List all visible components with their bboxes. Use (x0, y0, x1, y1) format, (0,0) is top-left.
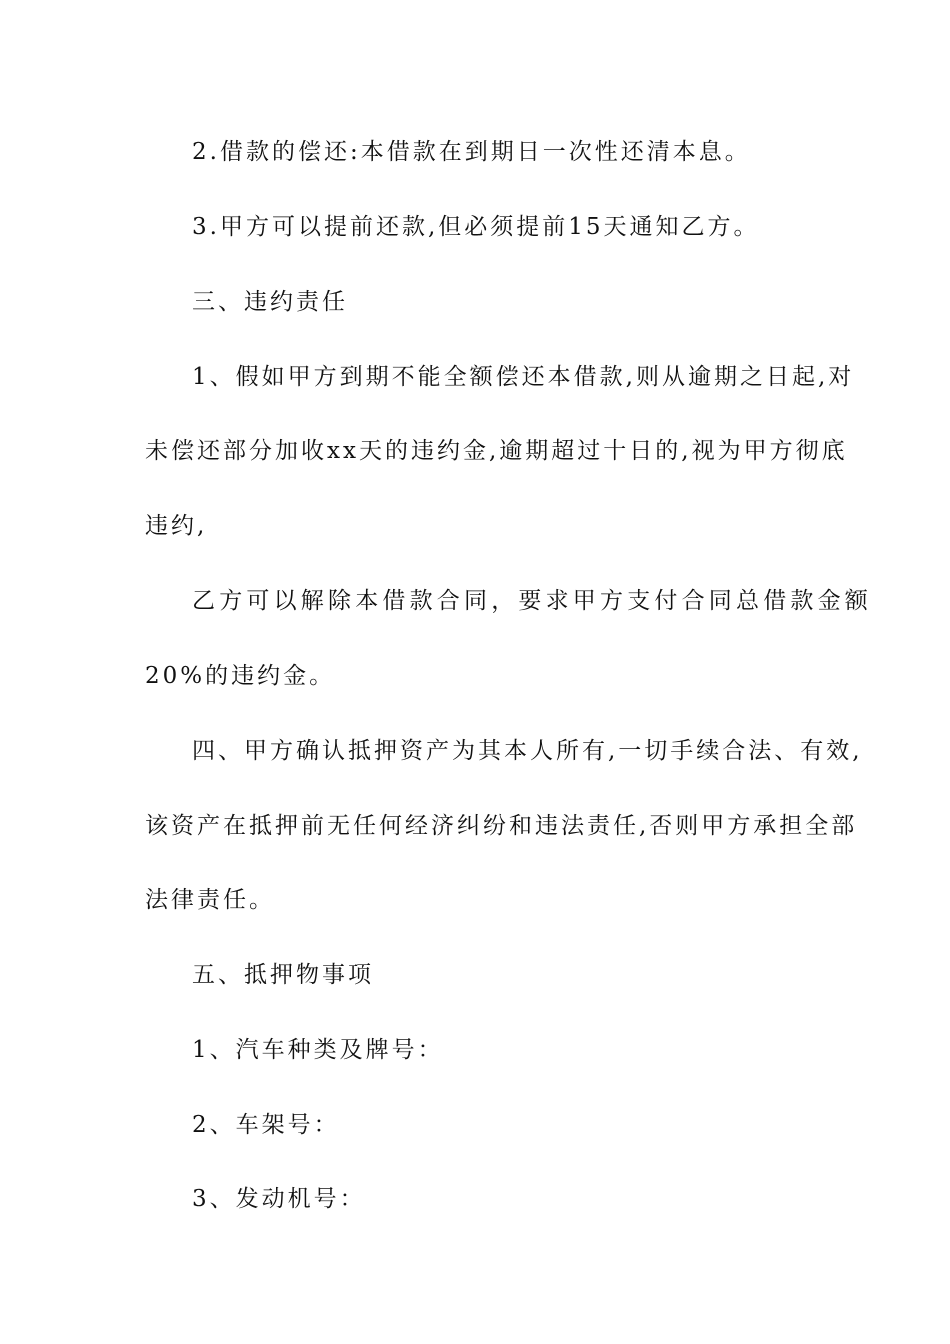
paragraph-breach-line-3: 违约, (145, 513, 208, 539)
collateral-item-frame-number: 2、车架号： (192, 1112, 340, 1138)
paragraph-ownership-line-3: 法律责任。 (145, 887, 275, 913)
paragraph-termination-line-1: 乙方可以解除本借款合同，要求甲方支付合同总借款金额 (192, 588, 872, 614)
paragraph-repayment: 2.借款的偿还:本借款在到期日一次性还清本息。 (192, 139, 751, 165)
paragraph-breach-line-1: 1、假如甲方到期不能全额偿还本借款,则从逾期之日起,对 (192, 364, 855, 390)
paragraph-ownership-line-2: 该资产在抵押前无任何经济纠纷和违法责任,否则甲方承担全部 (145, 813, 858, 839)
section-heading-breach: 三、违约责任 (192, 289, 348, 315)
paragraph-ownership-line-1: 四、甲方确认抵押资产为其本人所有,一切手续合法、有效, (192, 738, 863, 764)
paragraph-termination-line-2: 20%的违约金。 (145, 663, 336, 689)
collateral-item-engine-number: 3、发动机号： (192, 1186, 366, 1212)
paragraph-early-repayment: 3.甲方可以提前还款,但必须提前15天通知乙方。 (192, 214, 760, 240)
section-heading-collateral: 五、抵押物事项 (192, 962, 374, 988)
collateral-item-vehicle-type: 1、汽车种类及牌号： (192, 1037, 444, 1063)
paragraph-breach-line-2: 未偿还部分加收xx天的违约金,逾期超过十日的,视为甲方彻底 (145, 438, 848, 464)
